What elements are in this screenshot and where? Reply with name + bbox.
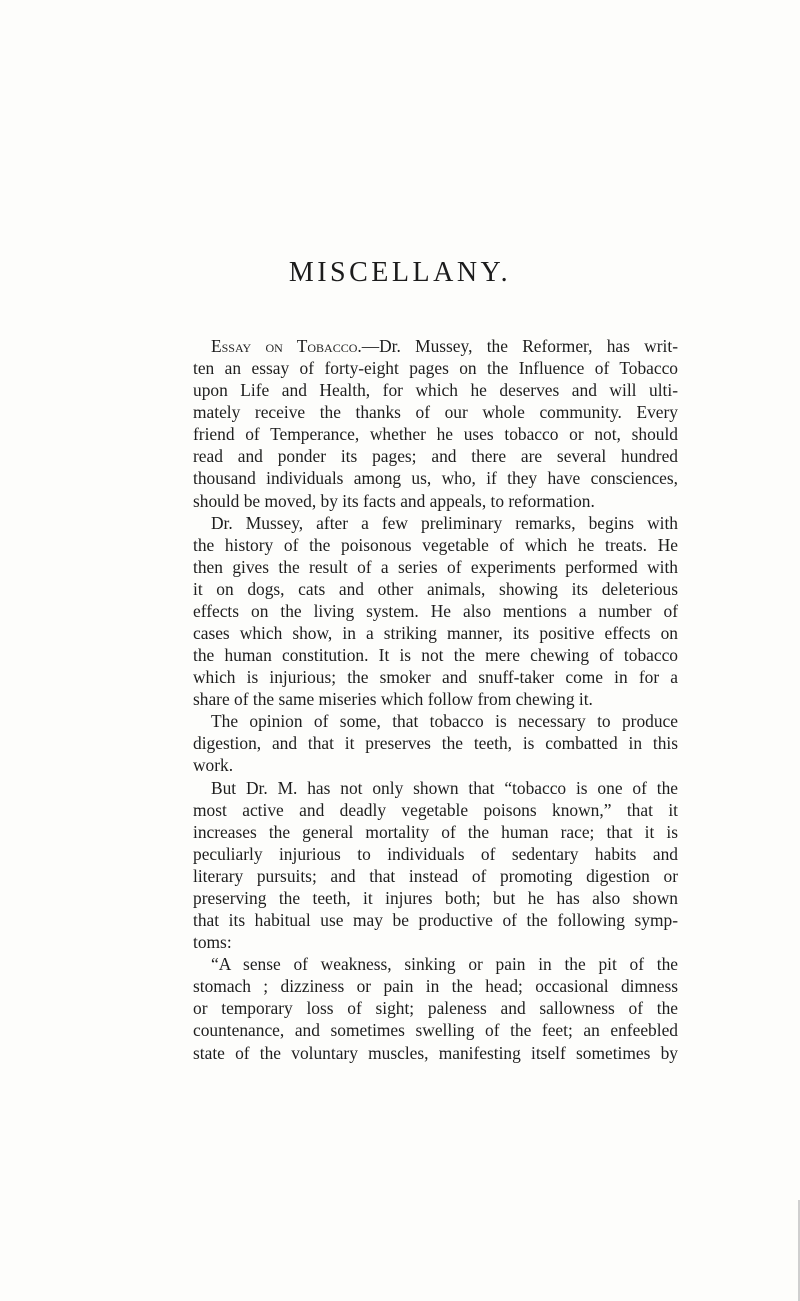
text-line: which is injurious; the smoker and snuff-taker come in for a: [193, 667, 678, 688]
text-line: The opinion of some, that tobacco is necessary to produce: [211, 711, 678, 732]
text-line: countenance, and sometimes swelling of the feet; an enfeebled: [193, 1020, 678, 1041]
text-line: work.: [193, 755, 234, 776]
text-line: friend of Temperance, whether he uses tobacco or not, should: [193, 424, 678, 445]
text-line: Dr. Mussey, after a few preliminary remarks, begins with: [211, 512, 678, 533]
text-line: that its habitual use may be productive of the following symp-: [193, 910, 678, 931]
text-line: upon Life and Health, for which he deserves and will ulti-: [193, 380, 678, 401]
text-line: “A sense of weakness, sinking or pain in the pit of the: [211, 954, 678, 975]
article-title: Essay on Tobacco.: [211, 336, 362, 356]
text-line: it on dogs, cats and other animals, showing its deleterious: [193, 578, 678, 599]
text-line: peculiarly injurious to individuals of sedentary habits and: [193, 843, 678, 864]
text-line: should be moved, by its facts and appeals, to reformation.: [193, 490, 595, 511]
text-line: preserving the teeth, it injures both; but he has also shown: [193, 887, 678, 908]
text-line: digestion, and that it preserves the teeth, is combatted in this: [193, 733, 678, 754]
page-heading: MISCELLANY.: [288, 257, 512, 288]
text-line: But Dr. M. has not only shown that “tobacco is one of the: [211, 777, 678, 798]
text-line: most active and deadly vegetable poisons known,” that it: [193, 799, 678, 820]
text-line: stomach ; dizziness or pain in the head; occasional dimness: [193, 976, 678, 997]
text-line: or temporary loss of sight; paleness and sallowness of the: [193, 998, 678, 1019]
article-body: [193, 335, 678, 1064]
text-line: effects on the living system. He also mentions a number of: [193, 600, 678, 621]
text-line: the history of the poisonous vegetable of which he treats. He: [193, 534, 678, 555]
text-line: state of the voluntary muscles, manifesting itself sometimes by: [193, 1042, 678, 1063]
text-line-content: —Dr. Mussey, the Reformer, has writ-: [361, 336, 678, 356]
text-line: [193, 335, 678, 357]
text-line: thousand individuals among us, who, if they have consciences,: [193, 468, 678, 489]
text-line: share of the same miseries which follow from chewing it.: [193, 689, 593, 710]
text-line: cases which show, in a striking manner, its positive effects on: [193, 623, 678, 644]
text-line: literary pursuits; and that instead of promoting digestion or: [193, 865, 678, 886]
text-line: mately receive the thanks of our whole community. Every: [193, 402, 678, 423]
text-line: read and ponder its pages; and there are several hundred: [193, 446, 678, 467]
text-line: then gives the result of a series of experiments performed with: [193, 556, 678, 577]
text-line: toms:: [193, 932, 232, 953]
text-line: the human constitution. It is not the mere chewing of tobacco: [193, 645, 678, 666]
text-line: ten an essay of forty-eight pages on the Influence of Tobacco: [193, 358, 678, 379]
text-line: increases the general mortality of the human race; that it is: [193, 821, 678, 842]
